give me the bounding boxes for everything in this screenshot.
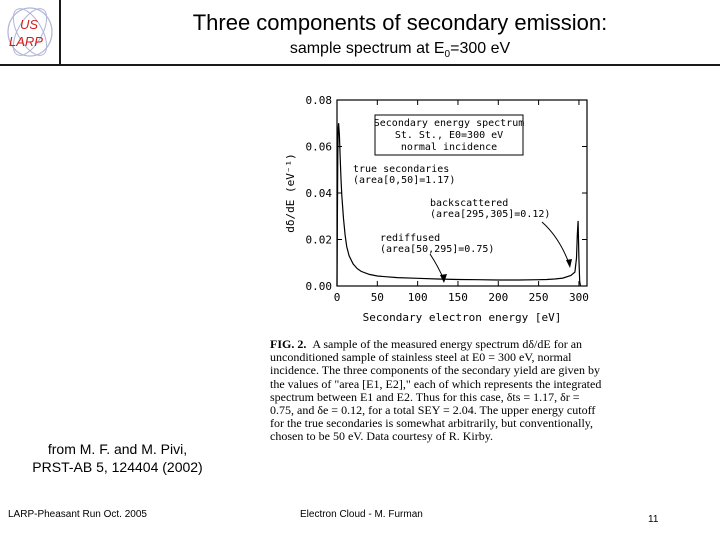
legend-line-1: Secondary energy spectrum xyxy=(373,118,525,129)
logo-box xyxy=(0,0,61,64)
header-divider xyxy=(0,64,720,66)
slide-title: Three components of secondary emission: xyxy=(192,10,608,35)
page-number: 11 xyxy=(648,514,659,525)
logo-larp-text: LARP xyxy=(9,34,43,49)
y-tick-label: 0.04 xyxy=(305,187,332,200)
subtitle-rest: =300 eV xyxy=(450,40,511,57)
annotation-true-secondaries xyxy=(353,164,455,186)
x-tick-label: 300 xyxy=(568,291,589,304)
caption-fig-label: FIG. 2. xyxy=(270,337,307,351)
y-tick-label: 0.08 xyxy=(305,94,332,107)
y-tick-label: 0.00 xyxy=(305,280,332,293)
y-tick-label: 0.06 xyxy=(305,140,332,154)
citation-line-2: PRST-AB 5, 124404 (2002) xyxy=(32,459,203,475)
footer-left: LARP-Pheasant Run Oct. 2005 xyxy=(8,509,147,520)
annotation-backscattered-line-2: (area[295,305]=0.12) xyxy=(430,209,551,220)
caption-body: A sample of the measured energy spectrum dδ/dE for an unconditioned sample of stainless steel at E0 = 300 eV, normal incidence. The three components of the secondary yield are given by the values of "area [E1, E2]," each of which represents the integrated spectrum between E1 and E2. Thus for this case, δts = 1.17, δr = 0.75, and δe = 0.12, for a total SEY = 2.04. The upper energy cutoff for the true secondaries is somewhat arbitrarily, but conventionally, chosen to be 50 eV. Data courtesy of R. Kirby. xyxy=(270,337,602,444)
x-axis-label: Secondary electron energy [eV] xyxy=(362,311,562,324)
subtitle-main: sample spectrum at E xyxy=(289,40,445,57)
energy-spectrum-chart xyxy=(270,88,600,324)
x-tick-label: 250 xyxy=(528,291,549,304)
annotation-rediffused-line-2: (area[50,295]=0.75) xyxy=(380,244,495,255)
subtitle-subscript: 0 xyxy=(444,49,451,61)
legend-box xyxy=(374,115,525,155)
x-tick-label: 200 xyxy=(488,291,509,304)
slide-header xyxy=(0,0,720,66)
annotation-backscattered xyxy=(430,198,572,268)
caption-paragraph xyxy=(270,338,603,444)
annotation-backscattered-line-1: backscattered xyxy=(430,198,509,209)
figure-caption xyxy=(270,338,603,473)
x-tick-label: 50 xyxy=(370,291,384,304)
legend-line-3: normal incidence xyxy=(400,142,498,153)
logo-us-text: US xyxy=(20,17,39,32)
citation xyxy=(10,440,225,476)
annotation-true-secondaries-line-2: (area[0,50]=1.17) xyxy=(353,175,456,186)
y-axis-label: dδ/dE (eV⁻¹) xyxy=(284,153,297,233)
citation-line-1: from M. F. and M. Pivi, xyxy=(47,441,188,457)
y-tick-label: 0.02 xyxy=(305,233,332,247)
annotation-rediffused xyxy=(380,233,494,283)
footer-center: Electron Cloud - M. Furman xyxy=(300,509,423,520)
annotation-true-secondaries-line-1: true secondaries xyxy=(353,164,450,175)
slide-subtitle xyxy=(100,40,700,60)
annotation-backscattered-arrow xyxy=(542,222,570,266)
x-tick-label: 0 xyxy=(333,291,341,304)
legend-line-2: St. St., E0=300 eV xyxy=(394,130,504,141)
x-tick-label: 100 xyxy=(407,291,428,304)
annotation-backscattered-arrowhead xyxy=(566,259,572,268)
us-larp-logo xyxy=(3,3,57,61)
annotation-rediffused-line-1: rediffused xyxy=(380,233,441,244)
x-tick-label: 150 xyxy=(448,291,468,304)
